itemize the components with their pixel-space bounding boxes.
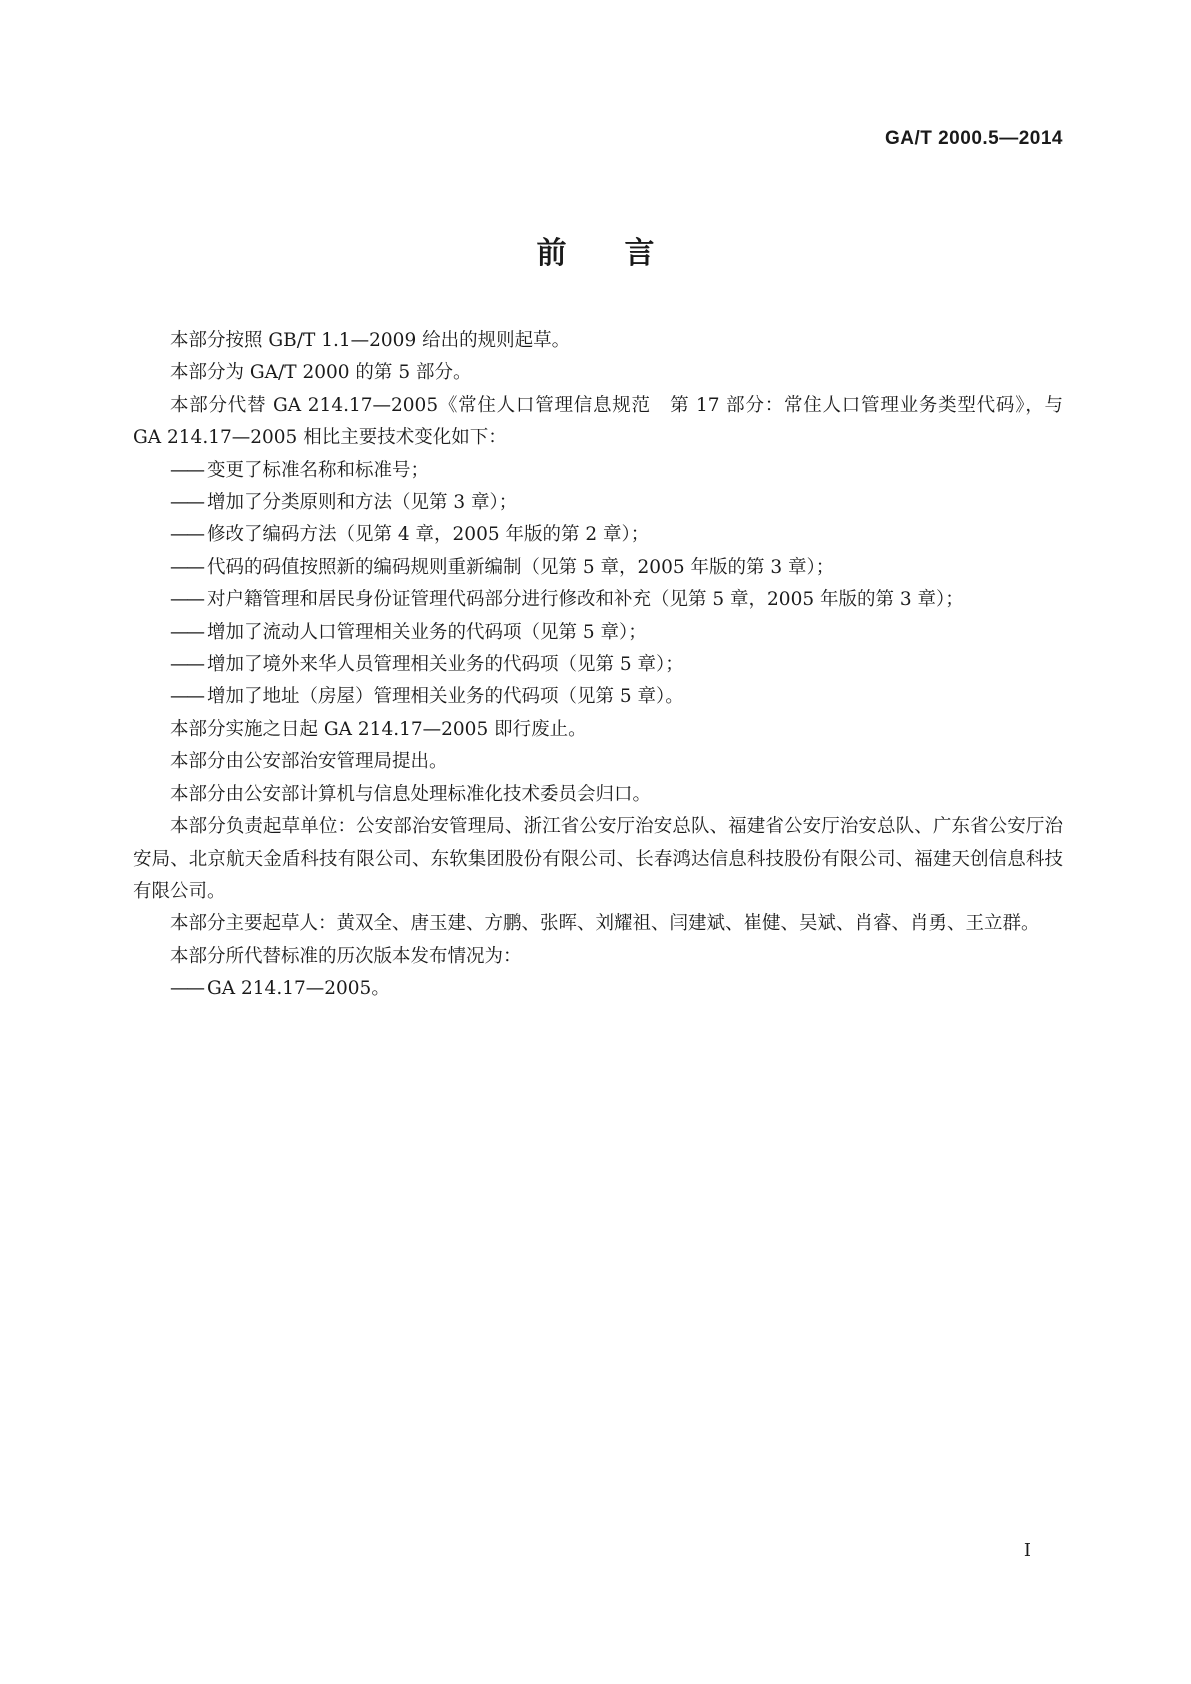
dash-marker: —— <box>170 686 203 708</box>
paragraph-under-jurisdiction: 本部分由公安部计算机与信息处理标准化技术委员会归口。 <box>170 783 652 805</box>
paragraph-drafters: 本部分主要起草人：黄双全、唐玉建、方鹏、张晖、刘耀祖、闫建斌、崔健、吴斌、肖睿、肖勇、王立群。 <box>170 913 1040 935</box>
paragraph-abolished: 本部分实施之日起 GA 214.17—2005 即行废止。 <box>170 718 587 740</box>
paragraph-part-number: 本部分为 GA/T 2000 的第 5 部分。 <box>170 362 472 384</box>
page-number: I <box>1023 1540 1031 1561</box>
change-text: 增加了流动人口管理相关业务的代码项（见第 5 章）； <box>207 621 647 643</box>
dash-marker: —— <box>170 492 203 514</box>
page-title: 前言 <box>536 236 713 271</box>
foreword-body <box>133 325 1063 1006</box>
change-text: 变更了标准名称和标准号； <box>207 459 430 481</box>
list-item <box>133 681 1063 713</box>
change-text: 代码的码值按照新的编码规则重新编制（见第 5 章，2005 年版的第 3 章）； <box>207 556 835 578</box>
dash-marker: —— <box>170 556 203 578</box>
dash-marker: —— <box>170 589 203 611</box>
paragraph-proposed-by: 本部分由公安部治安管理局提出。 <box>170 751 448 773</box>
paragraph-drafting-units: 本部分负责起草单位：公安部治安管理局、浙江省公安厅治安总队、福建省公安厅治安总队、广东省公安厅治安局、北京航天金盾科技有限公司、东软集团股份有限公司、长春鸿达信息科技股份有限公司、福建天创信息科技有限公司。 <box>133 816 1063 902</box>
history-text: GA 214.17—2005。 <box>207 978 390 1000</box>
dash-marker: —— <box>170 524 203 546</box>
change-text: 修改了编码方法（见第 4 章，2005 年版的第 2 章）； <box>207 524 650 546</box>
list-item <box>133 519 1063 551</box>
change-text: 增加了地址（房屋）管理相关业务的代码项（见第 5 章）。 <box>207 686 684 708</box>
list-item <box>133 649 1063 681</box>
change-text: 增加了分类原则和方法（见第 3 章）； <box>207 492 518 514</box>
list-item <box>133 584 1063 616</box>
dash-marker: —— <box>170 459 203 481</box>
list-item <box>133 617 1063 649</box>
standard-code: GA/T 2000.5—2014 <box>884 128 1063 149</box>
paragraph-replaces: 本部分代替 GA 214.17—2005《常住人口管理信息规范 第 17 部分：常住人口管理业务类型代码》，与 GA 214.17—2005 相比主要技术变化如下： <box>133 394 1063 449</box>
dash-marker: —— <box>170 654 203 676</box>
list-item <box>133 487 1063 519</box>
list-item <box>133 973 1063 1005</box>
list-item <box>133 455 1063 487</box>
paragraph-history: 本部分所代替标准的历次版本发布情况为： <box>170 945 522 967</box>
paragraph-drafting-rule: 本部分按照 GB/T 1.1—2009 给出的规则起草。 <box>170 330 571 351</box>
change-text: 增加了境外来华人员管理相关业务的代码项（见第 5 章）； <box>207 654 684 676</box>
dash-marker: —— <box>170 621 203 643</box>
change-text: 对户籍管理和居民身份证管理代码部分进行修改和补充（见第 5 章，2005 年版的第 3 章）； <box>207 589 964 611</box>
list-item <box>133 552 1063 584</box>
dash-marker: —— <box>170 978 203 1000</box>
